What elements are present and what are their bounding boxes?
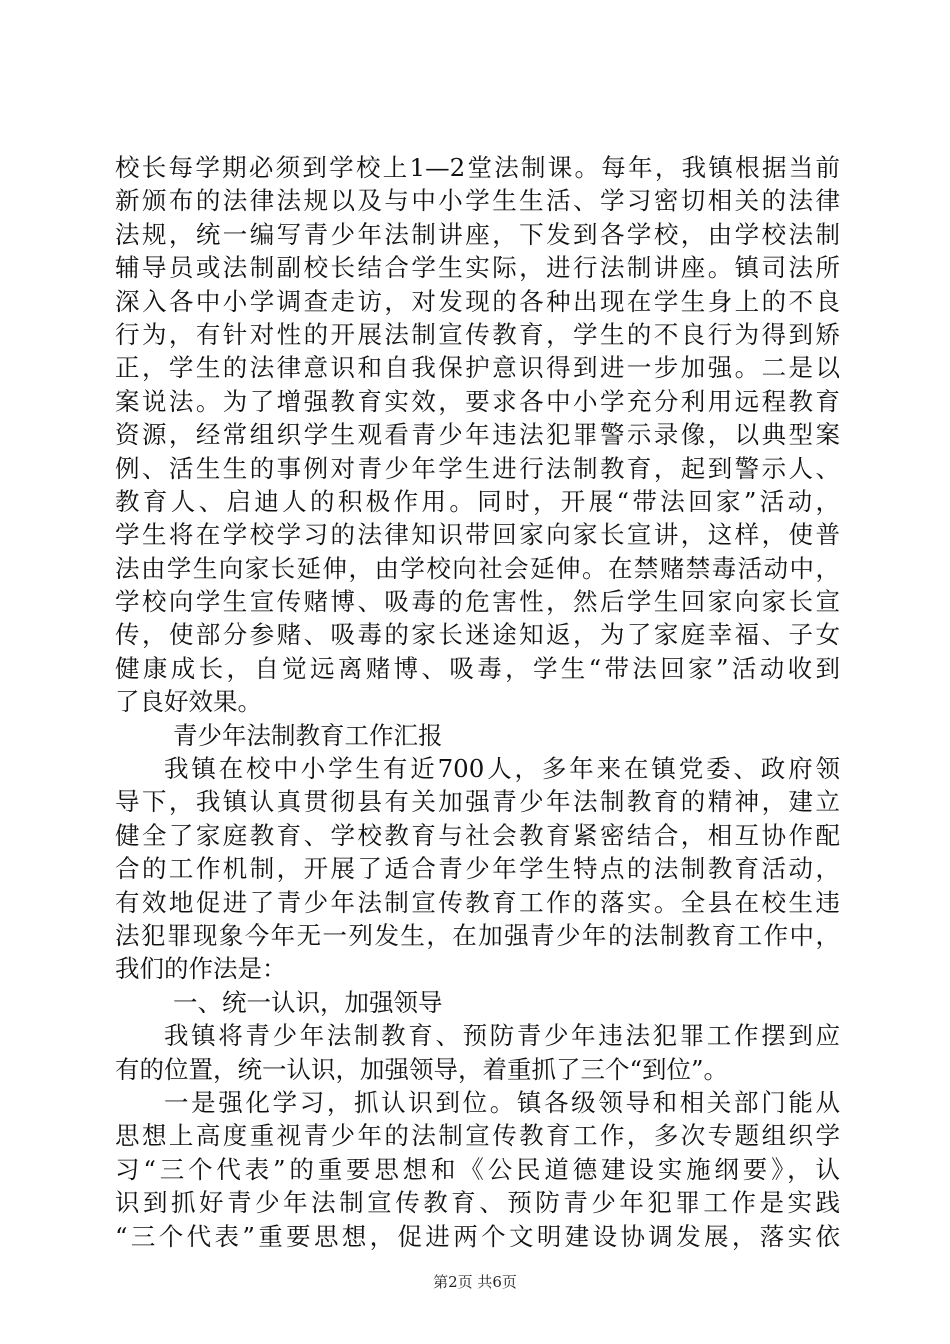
text-line: 法规，统一编写青少年法制讲座，下发到各学校，由学校法制: [115, 219, 840, 249]
text-line: 学校向学生宣传赌博、吸毒的危害性，然后学生回家向家长宣: [115, 587, 840, 617]
text-line: 辅导员或法制副校长结合学生实际，进行法制讲座。镇司法所: [115, 253, 840, 283]
text-line: 了良好效果。: [115, 687, 262, 717]
document-body: [115, 151, 840, 1253]
text-line: 正，学生的法律意识和自我保护意识得到进一步加强。二是以: [115, 353, 840, 383]
text-line: 健全了家庭教育、学校教育与社会教育紧密结合，相互协作配: [115, 820, 840, 850]
text-line: 学生将在学校学习的法律知识带回家向家长宣讲，这样，使普: [115, 520, 840, 550]
text-line: 合的工作机制，开展了适合青少年学生特点的法制教育活动，: [115, 854, 840, 884]
text-line: 新颁布的法律法规以及与中小学生生活、学习密切相关的法律: [115, 186, 840, 216]
text-line: 一是强化学习，抓认识到位。镇各级领导和相关部门能从: [164, 1087, 840, 1117]
text-line: 教育人、启迪人的积极作用。同时，开展“带法回家”活动，: [115, 486, 840, 516]
text-line: 传，使部分参赌、吸毒的家长迷途知返，为了家庭幸福、子女: [115, 620, 840, 650]
text-line: 思想上高度重视青少年的法制宣传教育工作，多次专题组织学: [115, 1121, 840, 1151]
text-line: 导下，我镇认真贯彻县有关加强青少年法制教育的精神，建立: [115, 787, 840, 817]
text-line: 行为，有针对性的开展法制宣传教育，学生的不良行为得到矫: [115, 319, 840, 349]
text-line: “三个代表”重要思想，促进两个文明建设协调发展，落实依: [115, 1221, 840, 1251]
text-line: 有效地促进了青少年法制宣传教育工作的落实。全县在校生违: [115, 887, 840, 917]
page-number: 第2页 共6页: [433, 1273, 517, 1291]
text-line: 法由学生向家长延伸，由学校向社会延伸。在禁赌禁毒活动中，: [115, 553, 840, 583]
text-line: 健康成长，自觉远离赌博、吸毒，学生“带法回家”活动收到: [115, 653, 840, 683]
text-line: 案说法。为了增强教育实效，要求各中小学充分利用远程教育: [115, 386, 840, 416]
text-line: 有的位置，统一认识，加强领导，着重抓了三个“到位”。: [115, 1054, 729, 1084]
text-line: 资源，经常组织学生观看青少年违法犯罪警示录像，以典型案: [115, 420, 840, 450]
text-line: 深入各中小学调查走访，对发现的各种出现在学生身上的不良: [115, 286, 840, 316]
text-line: 我镇在校中小学生有近700人，多年来在镇党委、政府领: [164, 754, 840, 784]
text-line: 识到抓好青少年法制宣传教育、预防青少年犯罪工作是实践: [115, 1188, 840, 1218]
text-line: 习“三个代表”的重要思想和《公民道德建设实施纲要》，认: [115, 1154, 840, 1184]
text-line: 校长每学期必须到学校上1—2堂法制课。每年，我镇根据当前: [115, 153, 840, 182]
text-line: 我镇将青少年法制教育、预防青少年违法犯罪工作摆到应: [164, 1021, 840, 1051]
text-line: 例、活生生的事例对青少年学生进行法制教育，起到警示人、: [115, 453, 840, 483]
section-heading: 一、统一认识，加强领导: [173, 987, 443, 1017]
text-line: 我们的作法是：: [115, 954, 287, 984]
text-line: 法犯罪现象今年无一列发生，在加强青少年的法制教育工作中，: [115, 920, 840, 950]
section-title: 青少年法制教育工作汇报: [173, 720, 443, 750]
